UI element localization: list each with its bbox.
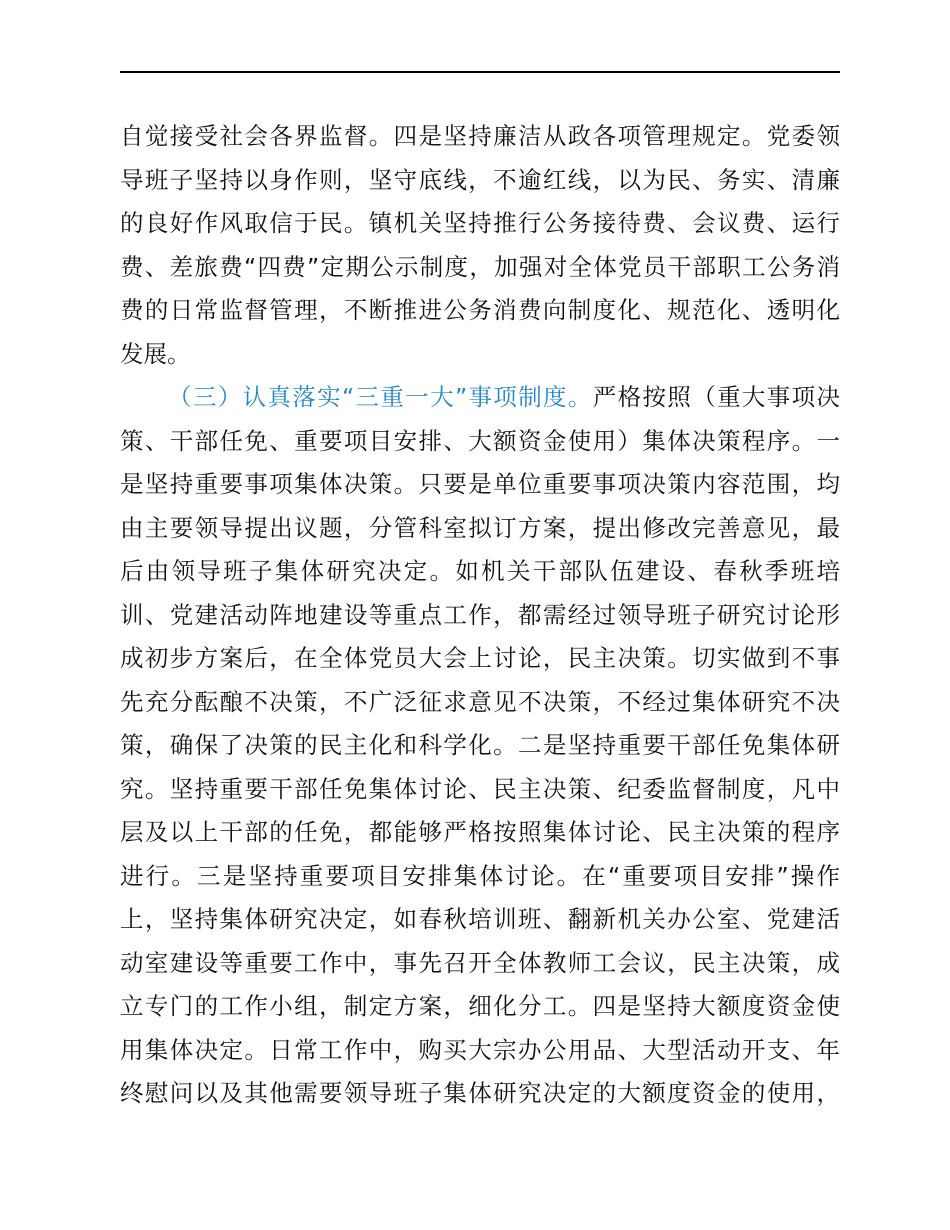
text-line: 进行。三是坚持重要项目安排集体讨论。在“重要项目安排”操作 (120, 861, 840, 890)
text-line: 的良好作风取信于民。镇机关坚持推行公务接待费、会议费、运行 (120, 209, 840, 237)
text-line: 由主要领导提出议题，分管科室拟订方案，提出修改完善意见，最 (120, 513, 840, 542)
text-line: 费、差旅费“四费”定期公示制度，加强对全体党员干部职工公务消 (120, 252, 840, 281)
header-rule (120, 71, 840, 73)
section-heading: （三）认真落实“三重一大”事项制度。 (168, 383, 593, 411)
text-line: 究。坚持重要干部任免集体讨论、民主决策、纪委监督制度，凡中 (120, 774, 840, 803)
text-line: 用集体决定。日常工作中，购买大宗办公用品、大型活动开支、年 (120, 1035, 840, 1064)
text-line: 先充分酝酿不决策，不广泛征求意见不决策，不经过集体研究不决 (120, 687, 840, 716)
text-line: 策、干部任免、重要项目安排、大额资金使用）集体决策程序。一 (120, 426, 840, 455)
paragraph-1 (120, 115, 840, 376)
text-line: 是坚持重要事项集体决策。只要是单位重要事项决策内容范围，均 (120, 470, 840, 498)
text-line: 成初步方案后，在全体党员大会上讨论，民主决策。切实做到不事 (120, 644, 840, 672)
text-line: 策，确保了决策的民主化和科学化。二是坚持重要干部任免集体研 (120, 731, 840, 759)
text-line: 自觉接受社会各界监督。四是坚持廉洁从政各项管理规定。党委领 (120, 122, 840, 150)
text-line: 训、党建活动阵地建设等重点工作，都需经过领导班子研究讨论形 (120, 600, 840, 629)
text-line: 上，坚持集体研究决定，如春秋培训班、翻新机关办公室、党建活 (120, 905, 840, 933)
text-line: 层及以上干部的任免，都能够严格按照集体讨论、民主决策的程序 (120, 818, 840, 846)
section-first-line (120, 376, 840, 420)
text-line: 终慰问以及其他需要领导班子集体研究决定的大额度资金的使用， (120, 1079, 840, 1107)
document-body (120, 115, 840, 1116)
text-line: 费的日常监督管理，不断推进公务消费向制度化、规范化、透明化 (120, 296, 840, 324)
text-span: 严格按照（重大事项决 (592, 383, 840, 411)
text-line: 发展。 (120, 339, 191, 368)
text-line: 立专门的工作小组，制定方案，细化分工。四是坚持大额度资金使 (120, 992, 840, 1020)
text-line: 导班子坚持以身作则，坚守底线，不逾红线，以为民、务实、清廉 (120, 165, 840, 194)
text-line: 动室建设等重要工作中，事先召开全体教师工会议，民主决策，成 (120, 948, 840, 977)
paragraph-2 (120, 376, 840, 1116)
text-line: 后由领导班子集体研究决定。如机关干部队伍建设、春秋季班培 (120, 557, 840, 585)
